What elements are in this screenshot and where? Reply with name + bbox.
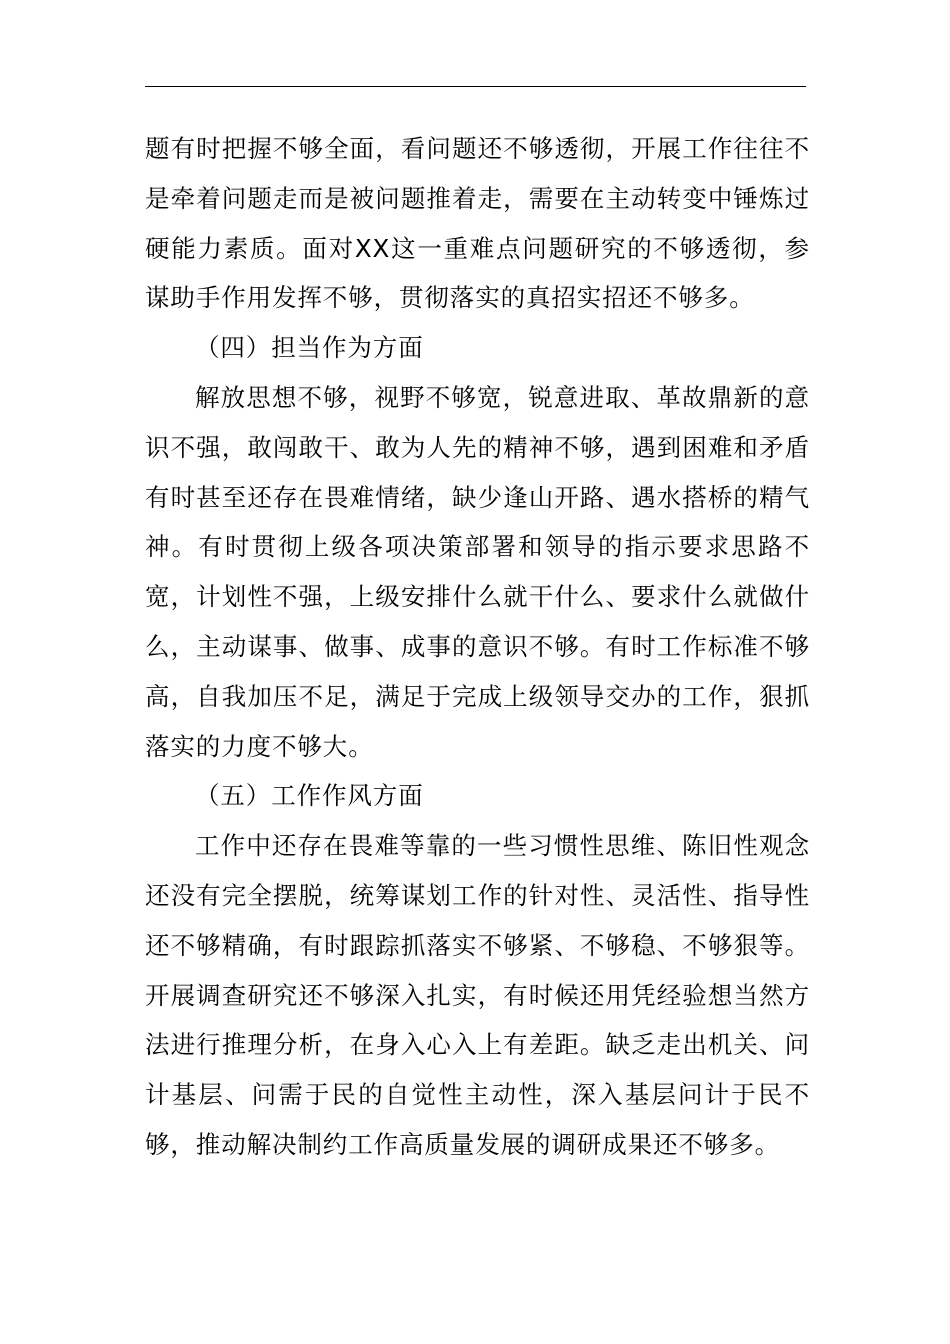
paragraph-continued: 题有时把握不够全面，看问题还不够透彻，开展工作往往不是牵着问题走而是被问题推着走，需要在主动转变中锤炼过硬能力素质。面对XX这一重难点问题研究的不够透彻，参谋助手作用发挥不够，贯彻落实的真招实招还不够多。 [145, 134, 810, 313]
document-body [145, 124, 810, 1170]
header-rule [145, 86, 806, 87]
section-heading-5: （五）工作作风方面 [195, 781, 424, 811]
paragraph-section-4: 解放思想不够，视野不够宽，锐意进取、革故鼎新的意识不强，敢闯敢干、敢为人先的精神不够，遇到困难和矛盾有时甚至还存在畏难情绪，缺少逢山开路、遇水搭桥的精气神。有时贯彻上级各项决策部署和领导的指示要求思路不宽，计划性不强，上级安排什么就干什么、要求什么就做什么，主动谋事、做事、成事的意识不够。有时工作标准不够高，自我加压不足，满足于完成上级领导交办的工作，狠抓落实的力度不够大。 [145, 382, 810, 761]
paragraph-section-5: 工作中还存在畏难等靠的一些习惯性思维、陈旧性观念还没有完全摆脱，统筹谋划工作的针对性、灵活性、指导性还不够精确，有时跟踪抓落实不够紧、不够稳、不够狠等。开展调查研究还不够深入扎实，有时候还用凭经验想当然方法进行推理分析，在身入心入上有差距。缺乏走出机关、问计基层、问需于民的自觉性主动性，深入基层问计于民不够，推动解决制约工作高质量发展的调研成果还不够多。 [145, 831, 810, 1159]
section-heading-4: （四）担当作为方面 [195, 333, 424, 363]
